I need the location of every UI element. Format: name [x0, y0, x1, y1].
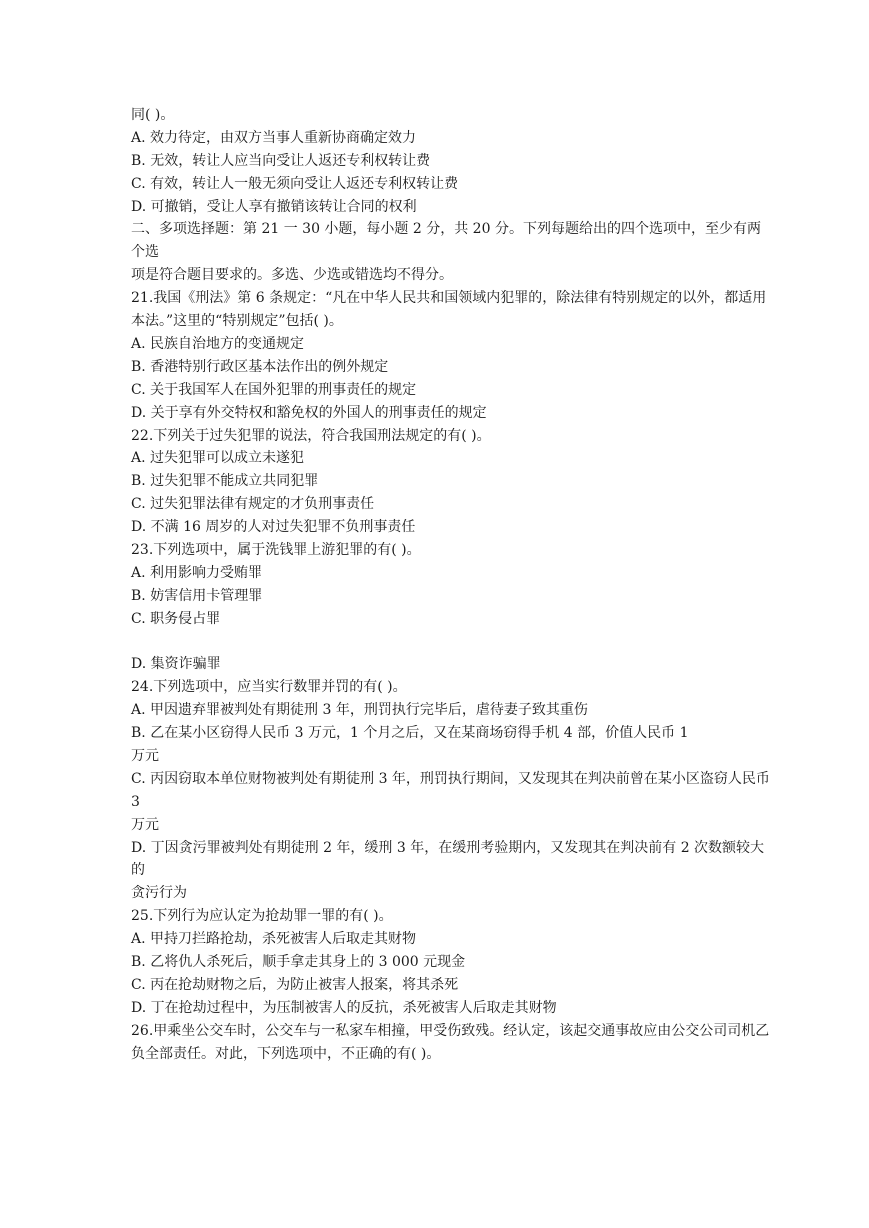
text-line: 26.甲乘坐公交车时，公交车与一私家车相撞，甲受伤致残。经认定，该起交通事故应由公交公司司机乙 [131, 1022, 770, 1039]
text-line: B. 妨害信用卡管理罪 [131, 587, 263, 604]
text-line: D. 丁因贪污罪被判处有期徒刑 2 年，缓刑 3 年，在缓刑考验期内，又发现其在判决前有 2 次数额较大的 [131, 839, 765, 879]
blank-line [131, 631, 771, 654]
text-line: B. 过失犯罪不能成立共同犯罪 [131, 473, 319, 490]
text-line: 24.下列选项中，应当实行数罪并罚的有( )。 [131, 679, 407, 696]
text-line: A. 甲因遗弃罪被判处有期徒刑 3 年，刑罚执行完毕后，虐待妻子致其重伤 [131, 702, 588, 719]
text-line: 万元 [131, 816, 159, 833]
text-line: 21.我国《刑法》第 6 条规定：“凡在中华人民共和国领域内犯罪的，除法律有特别规定的以外，都适用 [131, 290, 767, 307]
text-line: 同( )。 [131, 107, 175, 123]
text-line: 23.下列选项中，属于洗钱罪上游犯罪的有( )。 [131, 541, 421, 558]
text-line: 负全部责任。对此，下列选项中，不正确的有( )。 [131, 1045, 441, 1062]
text-line: C. 有效，转让人一般无须向受让人返还专利权转让费 [131, 175, 459, 192]
text-line: C. 关于我国军人在国外犯罪的刑事责任的规定 [131, 381, 417, 398]
text-line: B. 乙在某小区窃得人民币 3 万元，1 个月之后，又在某商场窃得手机 4 部，价值人民币 1 [131, 725, 689, 742]
text-line: D. 不满 16 周岁的人对过失犯罪不负刑事责任 [131, 519, 416, 536]
text-line: A. 利用影响力受贿罪 [131, 564, 263, 581]
text-line: C. 职务侵占罪 [131, 610, 221, 627]
text-line: 二、多项选择题：第 21 一 30 小题，每小题 2 分，共 20 分。下列每题给出的四个选项中，至少有两个选 [131, 221, 761, 261]
text-line: A. 甲持刀拦路抢劫，杀死被害人后取走其财物 [131, 931, 417, 948]
text-line: D. 可撤销，受让人享有撤销该转让合同的权利 [131, 198, 417, 215]
text-line: 项是符合题目要求的。多选、少选或错选均不得分。 [131, 267, 453, 284]
text-line: 万元 [131, 747, 159, 764]
text-line: 贪污行为 [131, 885, 187, 902]
text-line: D. 集资诈骗罪 [131, 656, 221, 673]
text-line: 25.下列行为应认定为抢劫罪一罪的有( )。 [131, 908, 393, 925]
text-line: 本法。”这里的“特别规定”包括( )。 [131, 313, 343, 330]
text-line: B. 香港特别行政区基本法作出的例外规定 [131, 358, 389, 375]
text-line: C. 过失犯罪法律有规定的才负刑事责任 [131, 496, 375, 513]
text-line: C. 丙因窃取本单位财物被判处有期徒刑 3 年，刑罚执行期间，又发现其在判决前曾在某小区盗窃人民币 3 [131, 770, 770, 810]
text-line: B. 无效，转让人应当向受让人返还专利权转让费 [131, 152, 431, 169]
text-line: D. 丁在抢劫过程中，为压制被害人的反抗，杀死被害人后取走其财物 [131, 999, 557, 1016]
text-line: D. 关于享有外交特权和豁免权的外国人的刑事责任的规定 [131, 404, 487, 421]
document-body [131, 104, 771, 1066]
text-line: C. 丙在抢劫财物之后，为防止被害人报案，将其杀死 [131, 976, 459, 993]
text-line: 22.下列关于过失犯罪的说法，符合我国刑法规定的有( )。 [131, 427, 491, 444]
text-line: B. 乙将仇人杀死后，顺手拿走其身上的 3 000 元现金 [131, 954, 466, 971]
text-line: A. 效力待定，由双方当事人重新协商确定效力 [131, 129, 417, 146]
text-line: A. 过失犯罪可以成立未遂犯 [131, 450, 305, 467]
text-line: A. 民族自治地方的变通规定 [131, 335, 305, 352]
